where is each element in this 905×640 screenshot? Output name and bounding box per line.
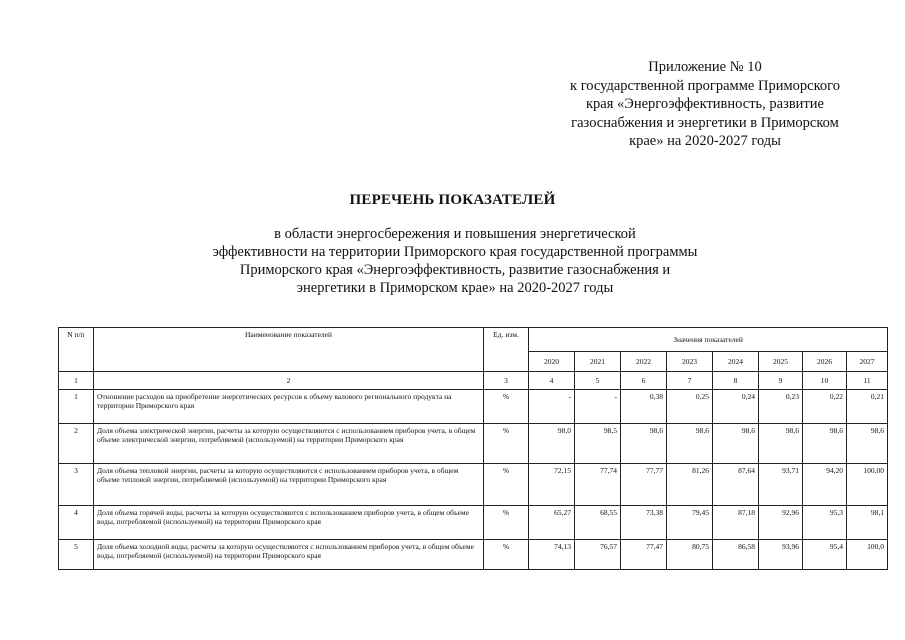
row-name: Отношение расходов на приобретение энергетических ресурсов к объему валового регионального продукта на территории Приморского края <box>94 390 484 424</box>
column-number: 7 <box>667 372 713 390</box>
row-value: 0,24 <box>713 390 759 424</box>
column-number: 6 <box>621 372 667 390</box>
table-row <box>59 464 888 506</box>
row-value: 98,6 <box>621 424 667 464</box>
row-value: 98,0 <box>529 424 575 464</box>
appendix-line: края «Энергоэффективность, развитие <box>586 96 824 112</box>
row-value: 79,45 <box>667 506 713 540</box>
column-number: 10 <box>803 372 847 390</box>
column-number: 11 <box>847 372 888 390</box>
table-row <box>59 506 888 540</box>
header-year: 2020 <box>529 352 575 372</box>
header-year: 2023 <box>667 352 713 372</box>
row-value: 95,4 <box>803 540 847 570</box>
subtitle-line: энергетики в Приморском крае» на 2020-2027 годы <box>296 280 614 296</box>
row-value: 95,3 <box>803 506 847 540</box>
header-year: 2024 <box>713 352 759 372</box>
row-value: 94,20 <box>803 464 847 506</box>
subtitle-line: Приморского края «Энергоэффективность, развитие газоснабжения и <box>239 262 671 278</box>
row-unit: % <box>484 390 529 424</box>
row-value: - <box>529 390 575 424</box>
document-title: ПЕРЕЧЕНЬ ПОКАЗАТЕЛЕЙ <box>349 192 556 208</box>
row-value: 80,75 <box>667 540 713 570</box>
row-name: Доля объема холодной воды, расчеты за которую осуществляются с использованием приборов учета, в общем объеме воды, потребляемой (используемой) на территории Приморского края <box>94 540 484 570</box>
appendix-header <box>540 58 870 151</box>
row-name: Доля объема горячей воды, расчеты за которую осуществляются с использованием приборов учета, в общем объеме воды, потребляемой (используемой) на территории Приморского края <box>94 506 484 540</box>
subtitle-line: в области энергосбережения и повышения энергетической <box>274 226 636 242</box>
row-value: 77,77 <box>621 464 667 506</box>
indicators-table <box>58 327 888 570</box>
row-unit: % <box>484 424 529 464</box>
row-value: 92,96 <box>759 506 803 540</box>
row-unit: % <box>484 464 529 506</box>
row-value: 77,47 <box>621 540 667 570</box>
header-values: Значения показателей <box>529 328 888 352</box>
row-value: 98,1 <box>847 506 888 540</box>
row-value: 0,21 <box>847 390 888 424</box>
header-num: N п/п <box>59 328 94 372</box>
table-header-row <box>59 328 888 352</box>
row-value: 0,22 <box>803 390 847 424</box>
row-num: 5 <box>59 540 94 570</box>
appendix-line: к государственной программе Приморского <box>570 77 840 94</box>
row-value: 98,6 <box>667 424 713 464</box>
column-numbers-row <box>59 372 888 390</box>
row-value: 87,64 <box>713 464 759 506</box>
row-value: 76,57 <box>575 540 621 570</box>
row-value: 72,15 <box>529 464 575 506</box>
column-number: 5 <box>575 372 621 390</box>
column-number: 8 <box>713 372 759 390</box>
column-number: 9 <box>759 372 803 390</box>
header-year: 2026 <box>803 352 847 372</box>
row-name: Доля объема электрической энергии, расчеты за которую осуществляются с использованием приборов учета, в общем объеме электрической энергии, потребляемой (используемой) на территории Приморского края <box>94 424 484 464</box>
row-value: 0,23 <box>759 390 803 424</box>
row-value: 74,13 <box>529 540 575 570</box>
header-name: Наименование показателей <box>94 328 484 372</box>
appendix-line: Приложение № 10 <box>648 59 762 75</box>
row-value: 0,25 <box>667 390 713 424</box>
row-unit: % <box>484 506 529 540</box>
column-number: 3 <box>484 372 529 390</box>
row-value: 98,5 <box>575 424 621 464</box>
document-subtitle <box>150 225 760 297</box>
row-value: - <box>575 390 621 424</box>
column-number: 2 <box>94 372 484 390</box>
row-value: 87,18 <box>713 506 759 540</box>
header-year: 2021 <box>575 352 621 372</box>
header-year: 2025 <box>759 352 803 372</box>
table-row <box>59 424 888 464</box>
row-value: 65,27 <box>529 506 575 540</box>
row-value: 100,00 <box>847 464 888 506</box>
row-value: 93,71 <box>759 464 803 506</box>
row-value: 98,6 <box>759 424 803 464</box>
row-value: 86,58 <box>713 540 759 570</box>
appendix-line: крае» на 2020-2027 годы <box>629 133 781 149</box>
row-value: 73,38 <box>621 506 667 540</box>
header-year: 2022 <box>621 352 667 372</box>
row-value: 93,96 <box>759 540 803 570</box>
row-unit: % <box>484 540 529 570</box>
row-name: Доля объема тепловой энергии, расчеты за которую осуществляются с использованием приборов учета, в общем объеме тепловой энергии, потребляемой (используемой) на территории Приморского края <box>94 464 484 506</box>
row-value: 68,55 <box>575 506 621 540</box>
row-num: 1 <box>59 390 94 424</box>
table-row <box>59 540 888 570</box>
row-value: 98,6 <box>803 424 847 464</box>
row-num: 3 <box>59 464 94 506</box>
row-num: 2 <box>59 424 94 464</box>
row-value: 98,6 <box>713 424 759 464</box>
row-num: 4 <box>59 506 94 540</box>
row-value: 0,38 <box>621 390 667 424</box>
appendix-line: газоснабжения и энергетики в Приморском <box>571 114 839 131</box>
column-number: 1 <box>59 372 94 390</box>
row-value: 100,0 <box>847 540 888 570</box>
header-year: 2027 <box>847 352 888 372</box>
row-value: 98,6 <box>847 424 888 464</box>
column-number: 4 <box>529 372 575 390</box>
row-value: 77,74 <box>575 464 621 506</box>
table-row <box>59 390 888 424</box>
subtitle-line: эффективности на территории Приморского края государственной программы <box>212 244 698 260</box>
row-value: 81,26 <box>667 464 713 506</box>
header-unit: Ед. изм. <box>484 328 529 372</box>
